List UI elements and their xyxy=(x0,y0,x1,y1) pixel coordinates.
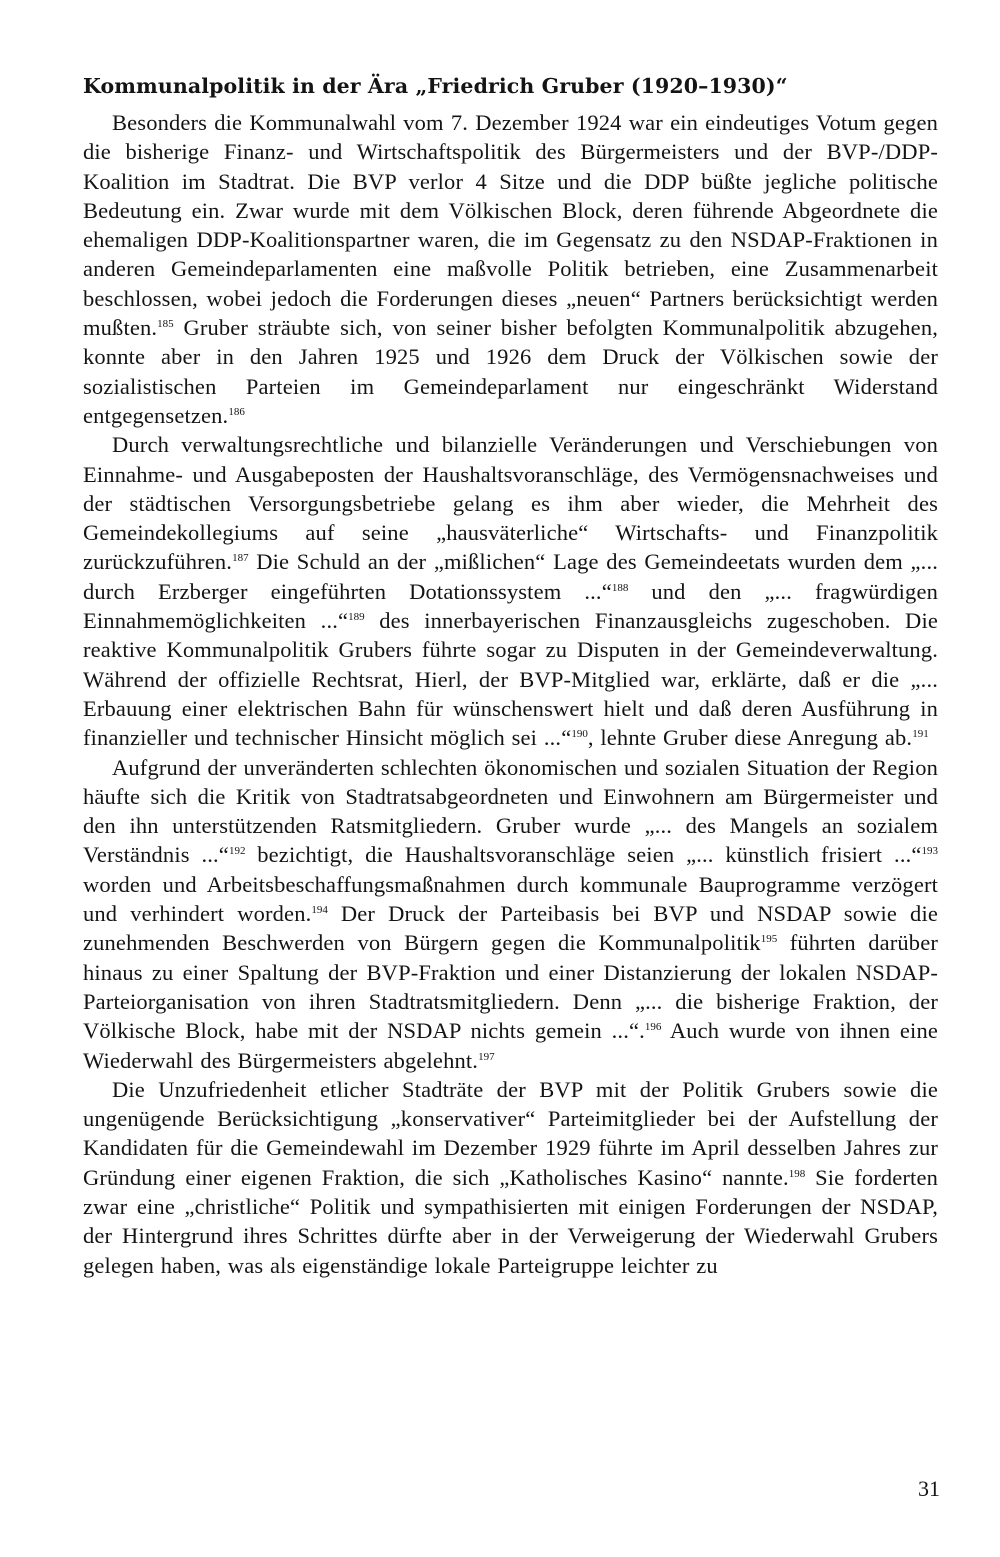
footnote-marker[interactable]: 185 xyxy=(157,317,174,330)
page-content xyxy=(83,72,938,1280)
text-run: , lehnte Gruber diese Anregung ab. xyxy=(587,725,913,751)
footnote-marker[interactable]: 189 xyxy=(348,610,365,623)
text-run: Gruber sträubte sich, von seiner bisher befolgten Kommunalpolitik abzugehen, konnte aber in den Jahren 1925 und 1926 dem Druck der Völkischen sowie der sozialistischen Parteien im Gemeindeparlament nur eingeschränkt Widerstand entgegensetzen. xyxy=(83,315,938,428)
footnote-marker[interactable]: 190 xyxy=(571,727,588,740)
text-run: Die Schuld an der „mißlichen“ Lage des Gemeindeetats wurden dem „... durch Erzberger eingeführten Dotationssystem ...“ xyxy=(83,549,938,604)
page-number: 31 xyxy=(918,1476,940,1501)
paragraph-4 xyxy=(83,1075,938,1280)
section-heading: Kommunalpolitik in der Ära „Friedrich Gruber (1920–1930)“ xyxy=(83,74,788,98)
footnote-marker[interactable]: 194 xyxy=(311,903,328,916)
footnote-marker[interactable]: 195 xyxy=(760,933,778,946)
text-run: Auch wurde von ihnen eine Wiederwahl des Bürgermeisters abgelehnt. xyxy=(83,1018,938,1073)
text-run: Durch verwaltungsrechtliche und bilanzielle Veränderungen und Verschiebungen von Einnahme- und Ausgabeposten der Haushaltsvoranschläge, des Vermögensnachweises und der städtischen Versorgungsbetriebe gelang es ihm aber wieder, die Mehrheit des Gemeindekollegiums auf seine „hausväterliche“ Wirtschafts- und Finanzpolitik zurückzuführen. xyxy=(83,432,938,575)
text-run: führten darüber hinaus zu einer Spaltung der BVP-Fraktion und einer Distanzierung der lokalen NSDAP-Parteiorganisation von ihren Stadtratsmitgliedern. Denn „... die bisherige Fraktion, der Völkische Block, habe mit der NSDAP nichts gemein ...“. xyxy=(83,930,938,1044)
footnote-marker[interactable]: 191 xyxy=(912,727,929,740)
footnote-marker[interactable]: 196 xyxy=(644,1020,662,1033)
text-run: bezichtigt, die Haushaltsvoranschläge seien „... künstlich frisiert ...“ xyxy=(245,842,922,868)
text-run: des innerbayerischen Finanzausgleichs zugeschoben. Die reaktive Kommunalpolitik Grubers führte sogar zu Disputen in der Gemeindeverwaltung. Während der offizielle Rechtsrat, Hierl, der BVP-Mitglied war, erklärte, daß er die „... Erbauung einer elektrischen Bahn für wünschenswert hielt und daß deren Ausführung in finanzieller und technischer Hinsicht möglich sei ...“ xyxy=(83,608,938,751)
footnote-marker[interactable]: 186 xyxy=(228,405,245,418)
footnote-marker[interactable]: 188 xyxy=(611,581,629,594)
text-run: Aufgrund der unveränderten schlechten ökonomischen und sozialen Situation der Region häufte sich die Kritik von Stadtratsabgeordneten und Einwohnern am Bürgermeister und den ihn unterstützenden Ratsmitgliedern. Gruber wurde „... des Mangels an sozialem Verständnis ...“ xyxy=(83,754,938,868)
text-run: und den „... fragwürdigen Einnahmemöglichkeiten ...“ xyxy=(83,578,938,634)
paragraph-3 xyxy=(83,753,938,1075)
footnote-marker[interactable]: 198 xyxy=(788,1167,806,1180)
paragraph-2 xyxy=(83,430,938,752)
footnote-marker[interactable]: 187 xyxy=(232,552,249,565)
paragraph-1 xyxy=(83,108,938,430)
text-run: Sie forderten zwar eine „christliche“ Politik und sympathisierten mit einigen Forderungen der NSDAP, der Hintergrund ihres Schrittes dürfte aber in der Verweigerung der Wiederwahl Grubers gelegen haben, was als eigenständige lokale Parteigruppe leichter zu xyxy=(83,1164,938,1278)
footnote-marker[interactable]: 193 xyxy=(921,845,939,858)
body-text xyxy=(83,108,938,1280)
text-run: worden und Arbeitsbeschaffungsmaßnahmen durch kommunale Bauprogramme verzögert und verhindert worden. xyxy=(83,871,938,927)
text-run: Der Druck der Parteibasis bei BVP und NSDAP sowie die zunehmenden Beschwerden von Bürgern gegen die Kommunalpolitik xyxy=(83,901,938,956)
footnote-marker[interactable]: 192 xyxy=(228,845,246,858)
text-run: Besonders die Kommunalwahl vom 7. Dezember 1924 war ein eindeutiges Votum gegen die bisherige Finanz- und Wirtschaftspolitik des Bürgermeisters und der BVP-/DDP-Koalition im Stadtrat. Die BVP verlor 4 Sitze und die DDP büßte jegliche politische Bedeutung ein. Zwar wurde mit dem Völkischen Block, deren führende Abgeordnete die ehemaligen DDP-Koalitionspartner waren, die im Gegensatz zu den NSDAP-Fraktionen in anderen Gemeindeparlamenten eine maßvolle Politik betrieben, eine Zusammenarbeit beschlossen, wobei jedoch die Forderungen dieses „neuen“ Partners berücksichtigt werden mußten. xyxy=(83,110,938,341)
text-run: Die Unzufriedenheit etlicher Stadträte der BVP mit der Politik Grubers sowie die ungenügende Berücksichtigung „konservativer“ Parteimitglieder bei der Aufstellung der Kandidaten für die Gemeindewahl im Dezember 1929 führte im April desselben Jahres zur Gründung einer eigenen Fraktion, die sich „Katholisches Kasino“ nannte. xyxy=(83,1076,938,1190)
footnote-marker[interactable]: 197 xyxy=(478,1050,495,1063)
